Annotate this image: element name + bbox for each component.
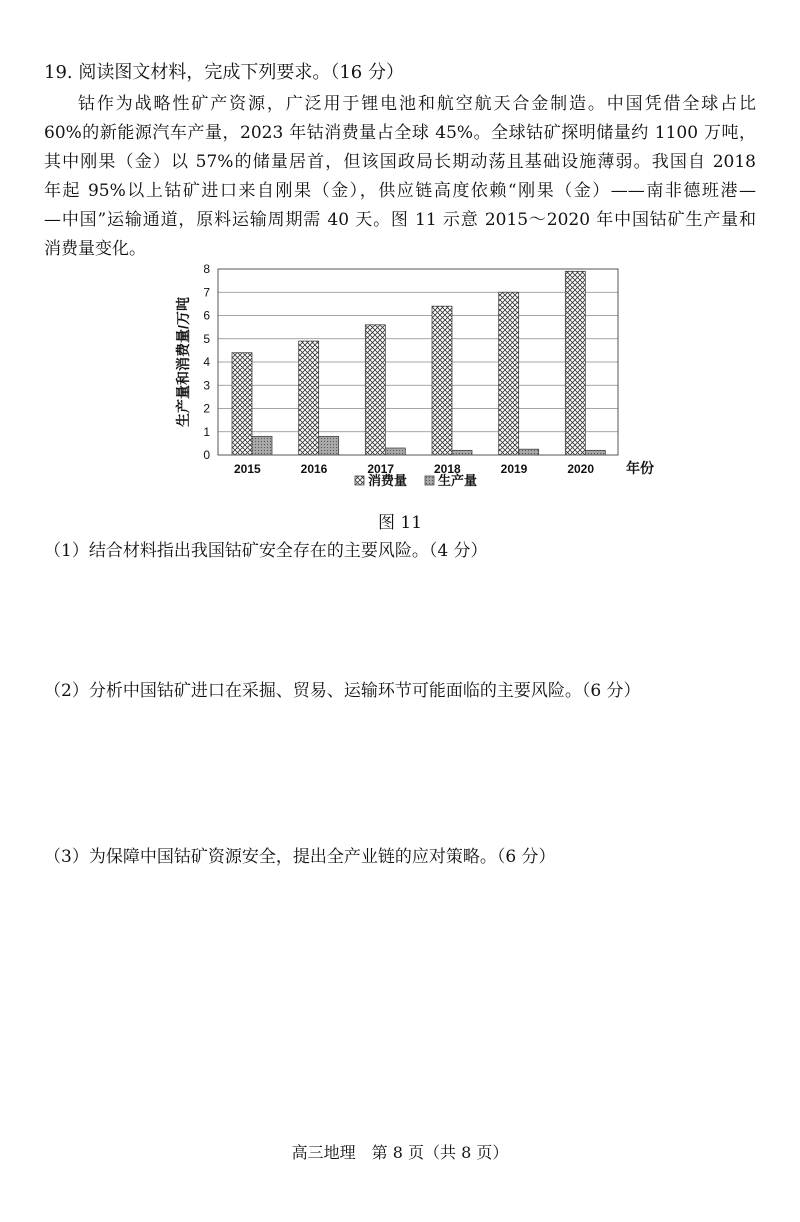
question-title: 19. 阅读图文材料，完成下列要求。（16 分）	[44, 62, 404, 83]
consumption-bar	[232, 353, 252, 455]
x-tick-label: 2016	[300, 462, 328, 476]
y-tick-label: 7	[203, 285, 210, 300]
production-bar	[319, 436, 339, 455]
consumption-bar	[565, 271, 585, 455]
y-tick-label: 6	[203, 308, 210, 323]
legend-label: 生产量	[438, 473, 478, 488]
cobalt-bar-chart	[0, 255, 800, 510]
x-tick-label: 2019	[500, 462, 528, 476]
consumption-bar	[499, 292, 519, 455]
y-tick-label: 1	[203, 424, 210, 439]
y-tick-label: 2	[203, 401, 210, 416]
x-tick-label: 2018	[433, 462, 461, 476]
sub-question-1: （1）结合材料指出我国钴矿安全存在的主要风险。（4 分）	[44, 541, 488, 561]
legend-label: 消费量	[368, 473, 408, 488]
material-line: 消费量变化。	[44, 239, 146, 259]
x-tick-label: 2020	[567, 462, 595, 476]
y-tick-label: 8	[203, 262, 210, 276]
consumption-bar	[432, 306, 452, 455]
production-bar	[519, 449, 539, 455]
sub-question-2: （2）分析中国钴矿进口在采掘、贸易、运输环节可能面临的主要风险。（6 分）	[44, 681, 641, 701]
legend-swatch	[425, 476, 434, 485]
x-tick-label: 2015	[233, 462, 261, 476]
sub-question-3: （3）为保障中国钴矿资源安全，提出全产业链的应对策略。（6 分）	[44, 847, 556, 867]
material-line: 其中刚果（金）以 57%的储量居首，但该国政局长期动荡且基础设施薄弱。我国自 2018	[44, 152, 756, 172]
legend-swatch	[355, 476, 364, 485]
y-tick-label: 4	[203, 355, 210, 369]
production-bar	[452, 450, 472, 455]
material-line: 60%的新能源汽车产量，2023 年钴消费量占全球 45%。全球钴矿探明储量约 1100 万吨，	[44, 123, 756, 143]
material-line: 年起 95%以上钴矿进口来自刚果（金），供应链高度依赖“刚果（金）——南非德班港—	[44, 181, 756, 201]
y-tick-label: 3	[203, 378, 210, 393]
y-axis-title: 生产量和消费量/万吨	[175, 297, 191, 427]
figure-caption: 图 11	[377, 513, 423, 533]
material-line: —中国”运输通道，原料运输周期需 40 天。图 11 示意 2015～2020 年中国钴矿生产量和	[44, 210, 756, 230]
page-footer: 高三地理 第 8 页（共 8 页）	[291, 1143, 509, 1162]
consumption-bar	[299, 341, 319, 455]
x-axis-title: 年份	[626, 460, 654, 476]
production-bar	[252, 436, 272, 455]
production-bar	[385, 448, 405, 455]
x-tick-label: 2017	[367, 462, 395, 476]
y-tick-label: 0	[203, 448, 210, 462]
consumption-bar	[365, 325, 385, 455]
y-tick-label: 5	[203, 331, 210, 346]
material-line: 钴作为战略性矿产资源，广泛用于锂电池和航空航天合金制造。中国凭借全球占比	[78, 94, 756, 114]
production-bar	[585, 450, 605, 455]
question-material	[44, 90, 756, 264]
